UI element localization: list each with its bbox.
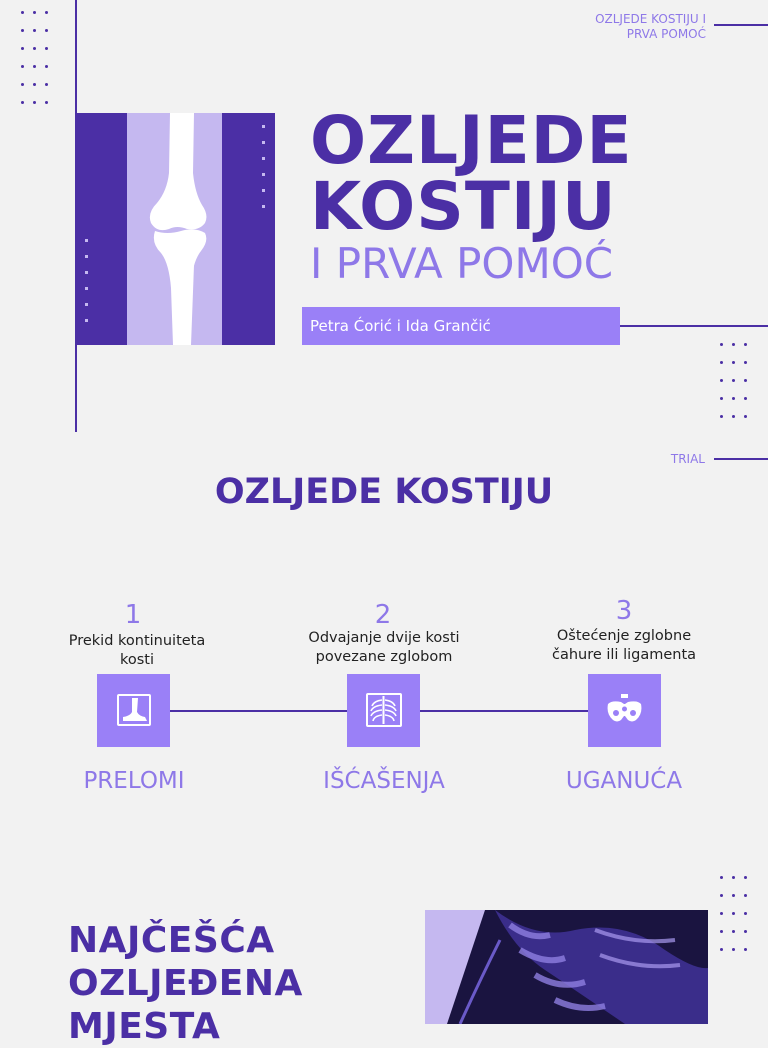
- step-2-icon-box: [347, 674, 420, 747]
- foot-xray-icon: [97, 674, 170, 747]
- decorative-dot: [33, 47, 36, 50]
- top-right-line: [714, 24, 768, 26]
- decorative-dot: [744, 397, 747, 400]
- decorative-dot: [744, 361, 747, 364]
- decorative-dot: [720, 397, 723, 400]
- decorative-dot: [45, 29, 48, 32]
- decorative-dot: [744, 930, 747, 933]
- decorative-dot: [45, 83, 48, 86]
- decorative-dot: [720, 948, 723, 951]
- decorative-dot: [744, 876, 747, 879]
- decorative-dot: [732, 361, 735, 364]
- dot-grid-mid-right: [720, 343, 756, 433]
- authors-box: [302, 307, 620, 345]
- section-tag: TRIAL: [670, 452, 705, 466]
- step-3-description: Oštećenje zglobne čahure ili ligamenta: [551, 628, 697, 663]
- ribcage-icon: [347, 674, 420, 747]
- decorative-dot: [33, 83, 36, 86]
- decorative-dot: [33, 101, 36, 104]
- step-1-icon-box: [97, 674, 170, 747]
- hero-title-line2: KOSTIJU: [310, 168, 617, 245]
- decorative-dot: [732, 930, 735, 933]
- decorative-dot: [21, 101, 24, 104]
- hero-subtitle: I PRVA POMOĆ: [310, 239, 614, 288]
- hero-xray-image: [77, 113, 275, 345]
- decorative-dot: [21, 11, 24, 14]
- decorative-dot: [720, 930, 723, 933]
- decorative-dot: [720, 379, 723, 382]
- decorative-dot: [21, 65, 24, 68]
- decorative-dot: [744, 415, 747, 418]
- step-2-label: IŠĆAŠENJA: [323, 768, 445, 794]
- decorative-dot: [720, 415, 723, 418]
- step-2-number: 2: [374, 600, 392, 630]
- decorative-dot: [720, 361, 723, 364]
- decorative-dot: [732, 876, 735, 879]
- bottom-title-line2: OZLJEĐENA: [68, 963, 303, 1004]
- decorative-dot: [45, 65, 48, 68]
- decorative-dot: [33, 29, 36, 32]
- step-2-description: Odvajanje dvije kosti povezane zglobom: [308, 630, 460, 665]
- decorative-dot: [45, 47, 48, 50]
- decorative-dot: [732, 379, 735, 382]
- decorative-dot: [744, 912, 747, 915]
- decorative-dot: [45, 101, 48, 104]
- decorative-dot: [720, 343, 723, 346]
- step-3-label: UGANUĆA: [565, 768, 683, 794]
- decorative-dot: [720, 912, 723, 915]
- decorative-dot: [720, 876, 723, 879]
- bottom-title-line3: MJESTA: [68, 1006, 221, 1047]
- step-1-number: 1: [124, 600, 142, 630]
- decorative-dot: [732, 948, 735, 951]
- decorative-dot: [21, 47, 24, 50]
- authors-line: [620, 325, 768, 327]
- decorative-dot: [744, 379, 747, 382]
- step-1-description: Prekid kontinuiteta kosti: [68, 633, 206, 668]
- pelvis-icon: [588, 674, 661, 747]
- section-title: OZLJEDE KOSTIJU: [214, 472, 554, 512]
- decorative-dot: [720, 894, 723, 897]
- decorative-dot: [732, 343, 735, 346]
- dot-grid-bottom-right: [720, 876, 756, 966]
- dot-grid-top-left: [21, 11, 57, 119]
- hero-title-line1: OZLJEDE: [310, 102, 633, 179]
- decorative-dot: [21, 83, 24, 86]
- decorative-dot: [744, 894, 747, 897]
- bottom-xray-image: [425, 910, 708, 1024]
- step-1-label: PRELOMI: [83, 768, 185, 794]
- decorative-dot: [732, 894, 735, 897]
- decorative-dot: [21, 29, 24, 32]
- decorative-dot: [744, 948, 747, 951]
- step-3-icon-box: [588, 674, 661, 747]
- decorative-dot: [732, 415, 735, 418]
- decorative-dot: [45, 11, 48, 14]
- section-tag-line: [714, 458, 768, 460]
- decorative-dot: [33, 65, 36, 68]
- authors-text: Petra Ćorić i Ida Grančić: [310, 317, 491, 335]
- decorative-dot: [732, 912, 735, 915]
- decorative-dot: [732, 397, 735, 400]
- bottom-title-line1: NAJČEŠĆA: [68, 920, 275, 961]
- step-3-number: 3: [615, 596, 633, 626]
- top-right-label: OZLJEDE KOSTIJU I PRVA POMOĆ: [595, 12, 706, 41]
- decorative-dot: [744, 343, 747, 346]
- decorative-dot: [33, 11, 36, 14]
